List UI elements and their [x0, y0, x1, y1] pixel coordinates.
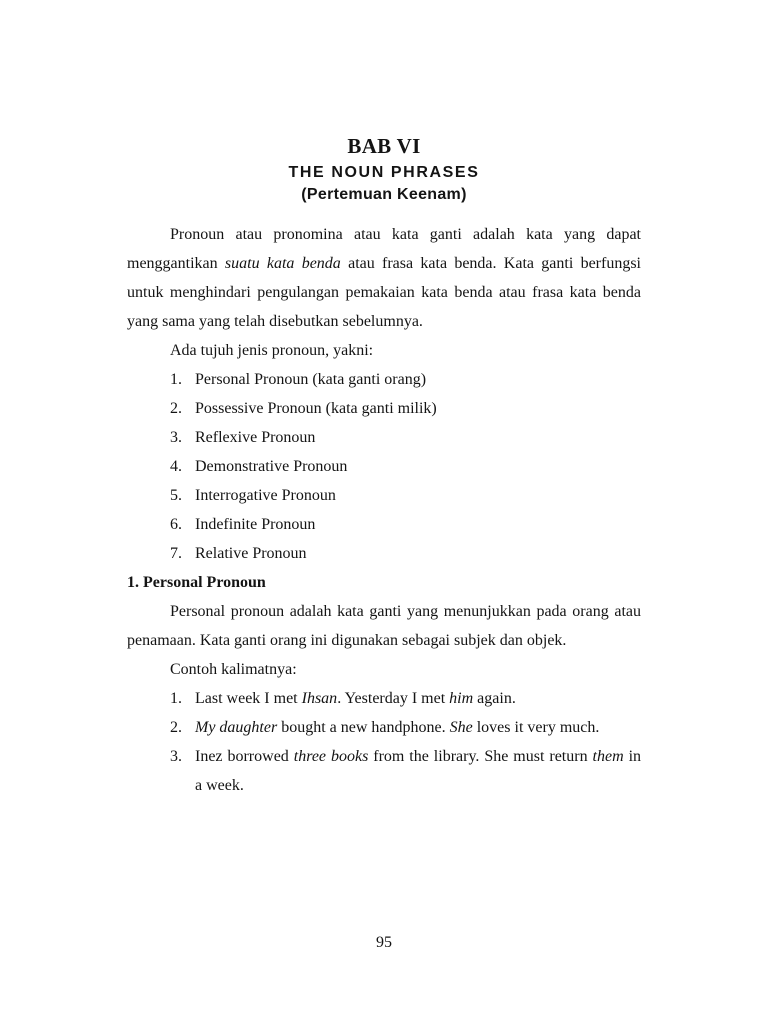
- list-label: Indefinite Pronoun: [195, 516, 316, 533]
- list-item: [127, 539, 641, 568]
- example-number: 2.: [170, 719, 182, 736]
- example-number: 3.: [170, 748, 182, 765]
- example-text: . Yesterday I met: [337, 690, 450, 707]
- example-text: from the library. She must return: [368, 748, 593, 765]
- list-item: [127, 481, 641, 510]
- example-emphasis: them: [592, 748, 624, 765]
- examples-label: Contoh kalimatnya:: [170, 661, 297, 678]
- example-emphasis: My daughter: [195, 719, 278, 736]
- example-emphasis: him: [449, 690, 474, 707]
- chapter-meeting: (Pertemuan Keenam): [301, 186, 467, 203]
- example-emphasis: Ihsan: [301, 690, 338, 707]
- list-item: [127, 510, 641, 539]
- example-text: Inez borrowed: [195, 748, 294, 765]
- list-number: 4.: [170, 458, 182, 475]
- example-item: [127, 713, 641, 742]
- list-label: Interrogative Pronoun: [195, 487, 336, 504]
- example-item: [127, 684, 641, 713]
- list-number: 3.: [170, 429, 182, 446]
- list-item: [127, 394, 641, 423]
- list-item: [127, 423, 641, 452]
- list-item: [127, 452, 641, 481]
- example-number: 1.: [170, 690, 182, 707]
- intro-paragraph: [127, 220, 641, 336]
- intro-text-1: Pronoun atau pronomina atau kata ganti adalah kata yang dapat menggantikan: [127, 226, 641, 272]
- examples-list: [127, 684, 641, 800]
- body-text: [127, 220, 641, 800]
- list-item: [127, 365, 641, 394]
- intro-emphasis: suatu kata benda: [224, 255, 341, 272]
- chapter-number: BAB VI: [347, 134, 421, 158]
- example-emphasis: three books: [293, 748, 369, 765]
- list-number: 2.: [170, 400, 182, 417]
- list-number: 6.: [170, 516, 182, 533]
- example-emphasis: She: [449, 719, 473, 736]
- page-number: 95: [376, 934, 392, 951]
- list-label: Personal Pronoun (kata ganti orang): [195, 371, 427, 388]
- example-text: again.: [473, 690, 516, 707]
- list-number: 5.: [170, 487, 182, 504]
- section-paragraph: Personal pronoun adalah kata ganti yang menunjukkan pada orang atau penamaan. Kata ganti orang ini digunakan sebagai subjek dan objek.: [127, 603, 641, 649]
- example-text: loves it very much.: [472, 719, 600, 736]
- types-intro: Ada tujuh jenis pronoun, yakni:: [170, 342, 374, 359]
- list-label: Demonstrative Pronoun: [195, 458, 348, 475]
- intro-text-2: atau frasa kata benda. Kata ganti berfungsi untuk menghindari pengulangan pemakaian kata benda atau frasa kata benda yang sama yang telah disebutkan sebelumnya.: [127, 255, 641, 330]
- pronoun-types-list: [127, 365, 641, 568]
- list-number: 7.: [170, 545, 182, 562]
- list-number: 1.: [170, 371, 182, 388]
- example-text: in a week.: [195, 748, 642, 794]
- section-heading: 1. Personal Pronoun: [127, 574, 266, 591]
- chapter-title: THE NOUN PHRASES: [288, 164, 480, 181]
- list-label: Relative Pronoun: [195, 545, 307, 562]
- example-text: bought a new handphone.: [277, 719, 450, 736]
- list-label: Possessive Pronoun (kata ganti milik): [195, 400, 437, 417]
- example-item: [127, 742, 641, 800]
- example-text: Last week I met: [195, 690, 302, 707]
- list-label: Reflexive Pronoun: [195, 429, 316, 446]
